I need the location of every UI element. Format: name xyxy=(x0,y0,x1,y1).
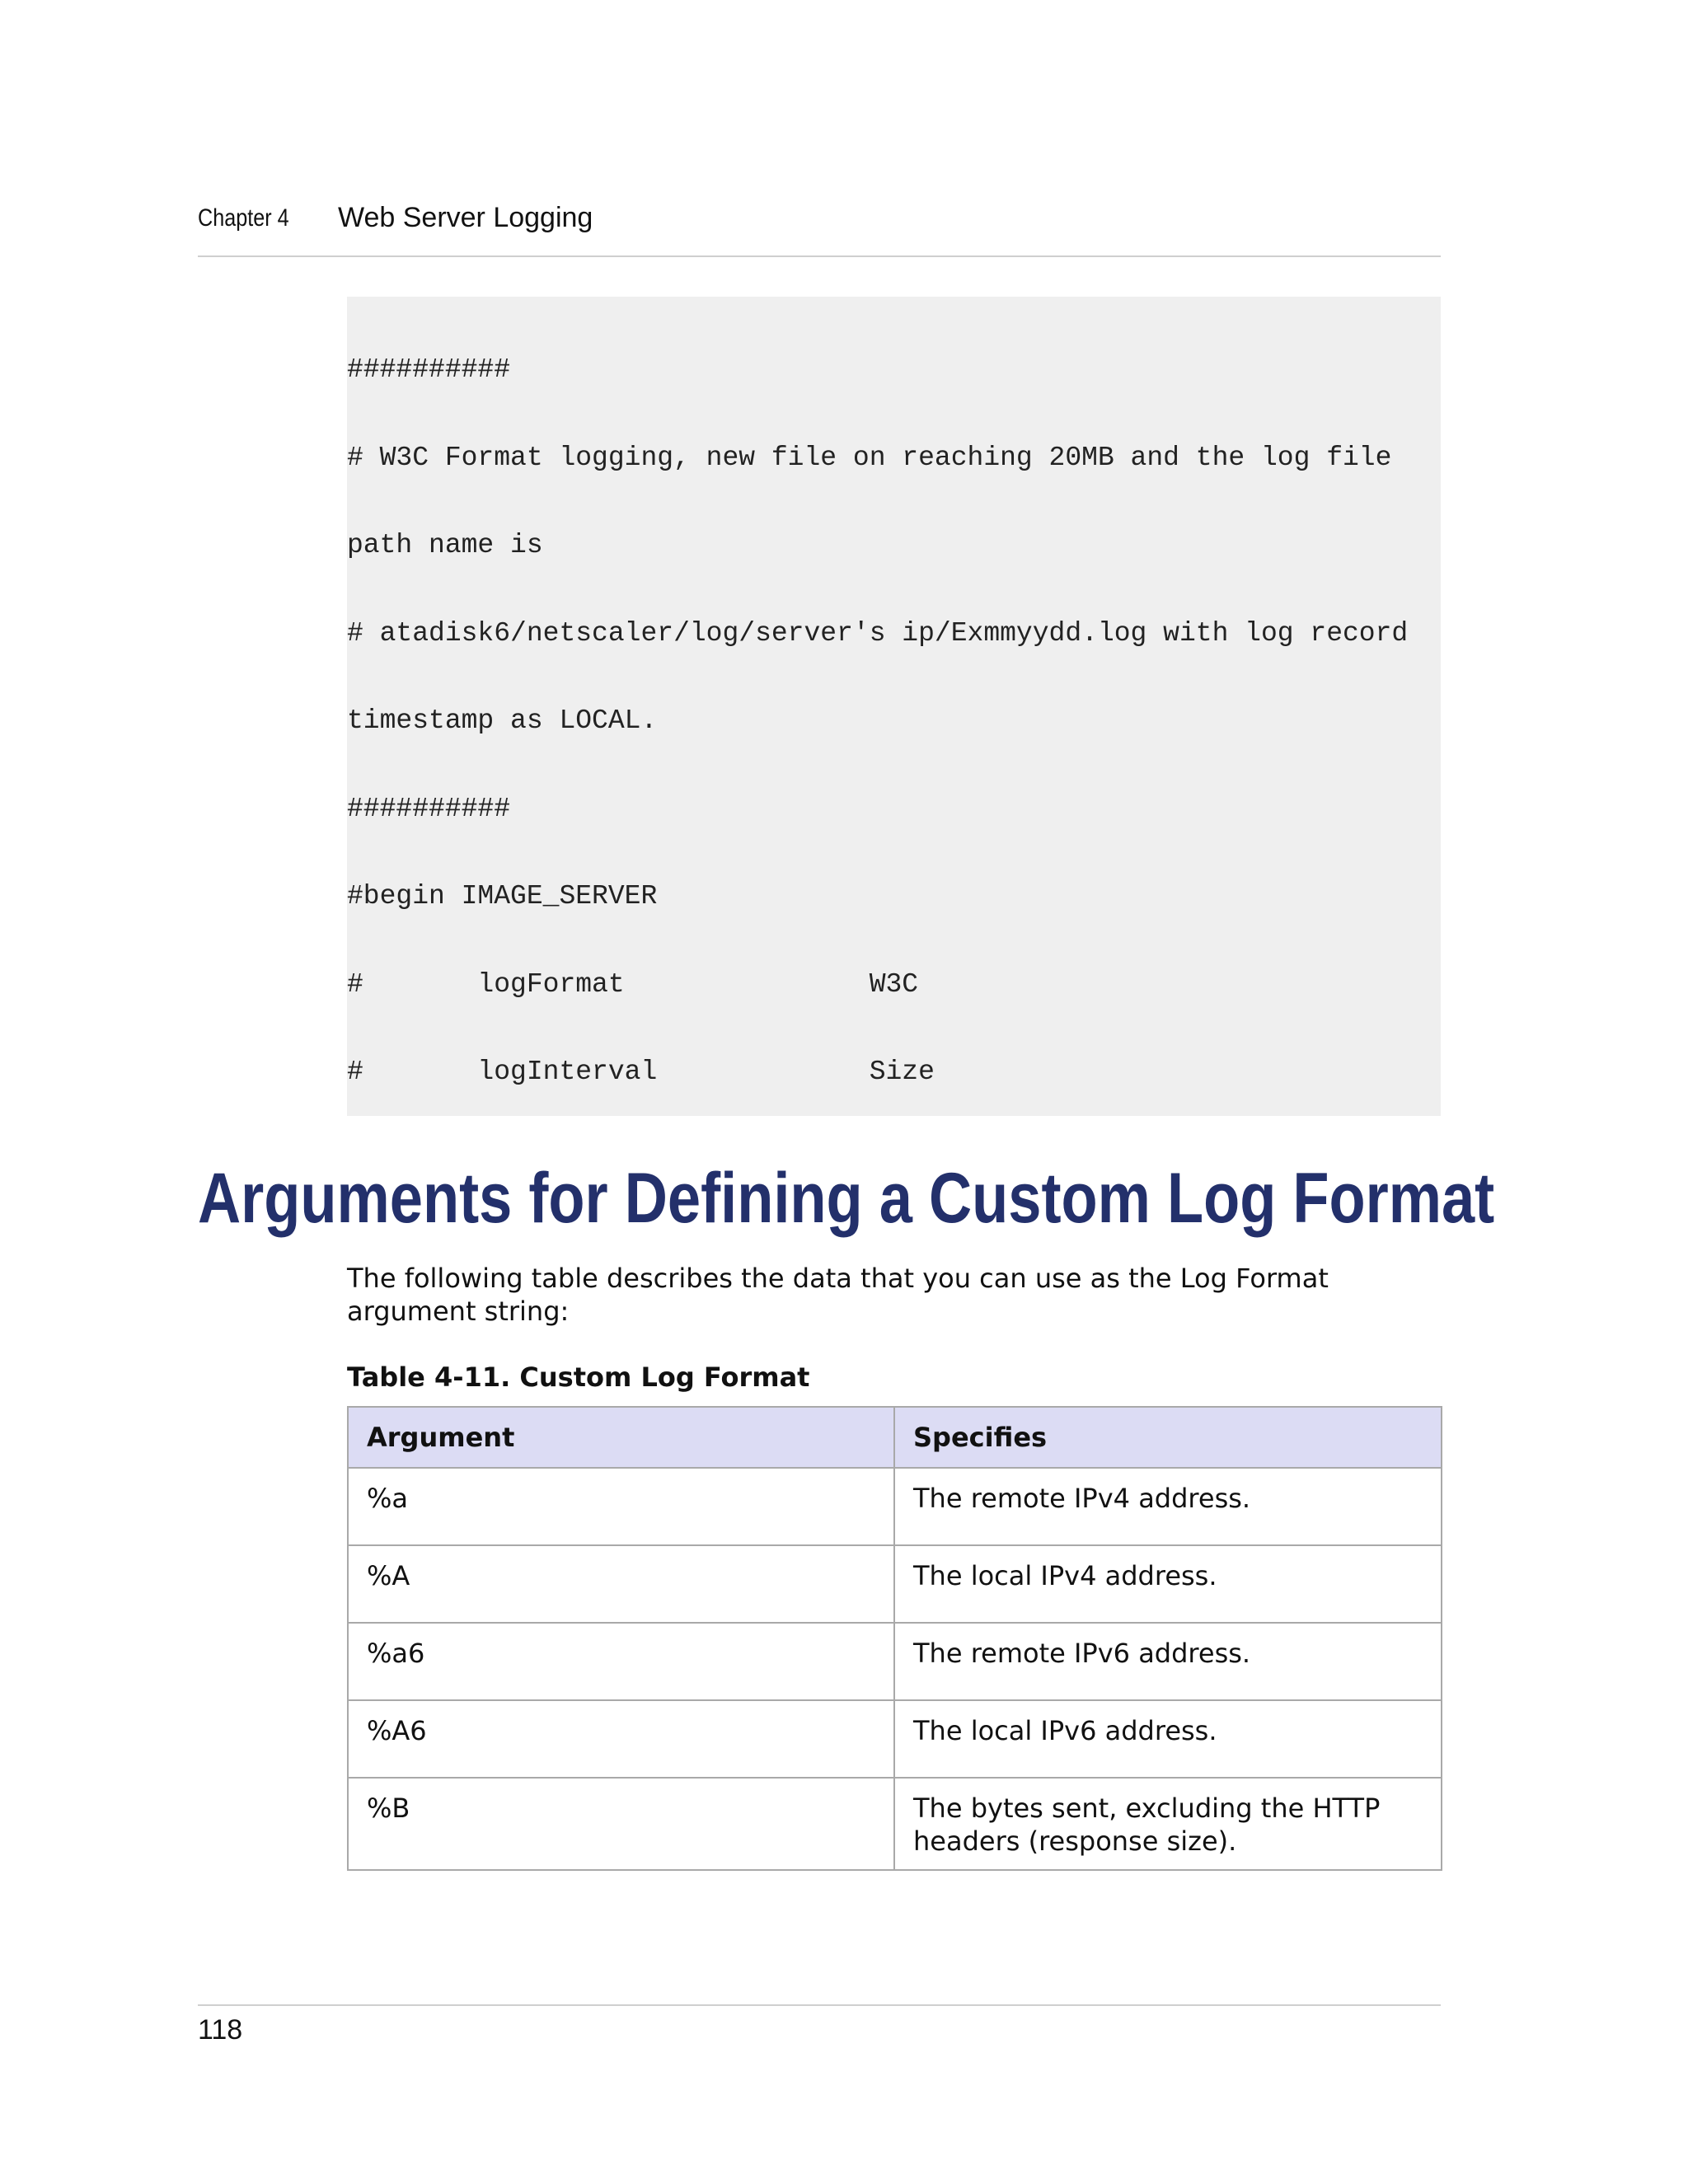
code-block xyxy=(347,297,1441,1116)
argument-cell: %A xyxy=(348,1545,894,1623)
argument-cell: %B xyxy=(348,1778,894,1870)
table-row xyxy=(348,1623,1442,1700)
code-line: # logInterval Size xyxy=(347,1057,935,1087)
custom-log-format-table xyxy=(347,1406,1442,1871)
table-row xyxy=(348,1468,1442,1545)
argument-cell: %a xyxy=(348,1468,894,1545)
chapter-title: Web Server Logging xyxy=(338,202,593,233)
page-header xyxy=(198,199,1441,257)
code-line: path name is xyxy=(347,530,543,560)
argument-cell: %A6 xyxy=(348,1700,894,1778)
specifies-cell: The local IPv6 address. xyxy=(894,1700,1442,1778)
column-header-specifies: Specifies xyxy=(894,1407,1442,1468)
specifies-cell: The bytes sent, excluding the HTTP headers (response size). xyxy=(894,1778,1442,1870)
code-line: # atadisk6/netscaler/log/server's ip/Exmmyydd.log with log record xyxy=(347,617,1409,649)
code-line: # W3C Format logging, new file on reaching 20MB and the log file xyxy=(347,442,1392,473)
code-line: timestamp as LOCAL. xyxy=(347,705,658,736)
page-number: 118 xyxy=(198,2014,243,2046)
specifies-cell: The local IPv4 address. xyxy=(894,1545,1442,1623)
code-line: ########## xyxy=(347,793,511,824)
specifies-cell: The remote IPv6 address. xyxy=(894,1623,1442,1700)
table-row xyxy=(348,1700,1442,1778)
column-header-argument: Argument xyxy=(348,1407,894,1468)
chapter-label: Chapter 4 xyxy=(198,204,289,232)
code-line: ########## xyxy=(347,354,511,385)
argument-cell: %a6 xyxy=(348,1623,894,1700)
table-caption: Table 4-11. Custom Log Format xyxy=(347,1361,810,1393)
specifies-cell: The remote IPv4 address. xyxy=(894,1468,1442,1545)
table-row xyxy=(348,1778,1442,1870)
code-line: #begin IMAGE_SERVER xyxy=(347,881,658,912)
table-header-row xyxy=(348,1407,1442,1468)
section-title: Arguments for Defining a Custom Log Format xyxy=(198,1159,1495,1238)
intro-paragraph: The following table describes the data that you can use as the Log Format argument string: xyxy=(347,1263,1329,1327)
table-row xyxy=(348,1545,1442,1623)
code-line: # logFormat W3C xyxy=(347,968,919,1000)
page-footer xyxy=(198,2004,1441,2046)
